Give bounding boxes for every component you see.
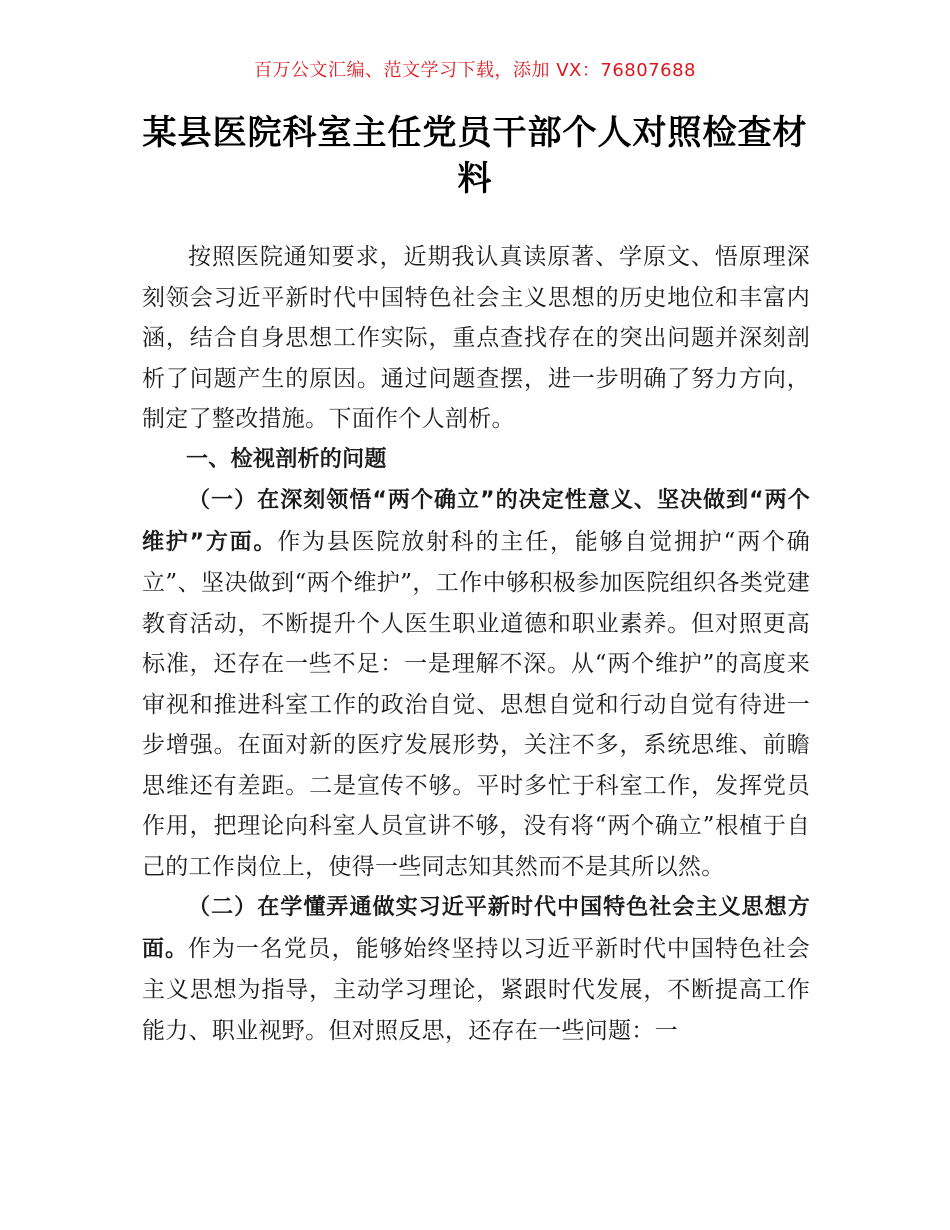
section-heading: 一、检视剖析的问题 [186,446,387,472]
watermark-text: 百万公文汇编、范文学习下载，添加 VX：76807688 [254,60,696,81]
item-1-text: 作为县医院放射科的主任，能够自觉拥护“两个确立”、坚决做到“两个维护”，工作中够积极参加医院组织各类党建教育活动，不断提升个人医生职业道德和职业素养。但对照更高标准，还存在一些不足：一是理解不深。从“两个维护”的高度来审视和推进科室工作的政治自觉、思想自觉和行动自觉有待进一步增强。在面对新的医疗发展形势，关注不多，系统思维、前瞻思维还有差距。二是宣传不够。平时多忙于科室工作，发挥党员作用，把理论向科室人员宣讲不够，没有将“两个确立”根植于自己的工作岗位上，使得一些同志知其然而不是其所以然。 [142,528,810,880]
item-2-lead: （二）在学懂弄通做实习近平新时代中国特色社会主义思想方面。 [142,895,810,962]
item-2-paragraph [142,887,810,1051]
item-2-text: 作为一名党员，能够始终坚持以习近平新时代中国特色社会主义思想为指导，主动学习理论，紧跟时代发展，不断提高工作能力、职业视野。但对照反思，还存在一些问题：一 [142,935,810,1044]
document-title: 某县医院科室主任党员干部个人对照检查材料 [142,113,808,199]
document-body [142,237,810,1051]
intro-paragraph: 按照医院通知要求，近期我认真读原著、学原文、悟原理深刻领会习近平新时代中国特色社会主义思想的历史地位和丰富内涵，结合自身思想工作实际，重点查找存在的突出问题并深刻剖析了问题产生的原因。通过问题查摆，进一步明确了努力方向，制定了整改措施。下面作个人剖析。 [142,244,810,432]
item-1-lead: （一）在深刻领悟“两个确立”的决定性意义、坚决做到“两个维护”方面。 [142,488,810,555]
item-1-paragraph [142,480,810,887]
